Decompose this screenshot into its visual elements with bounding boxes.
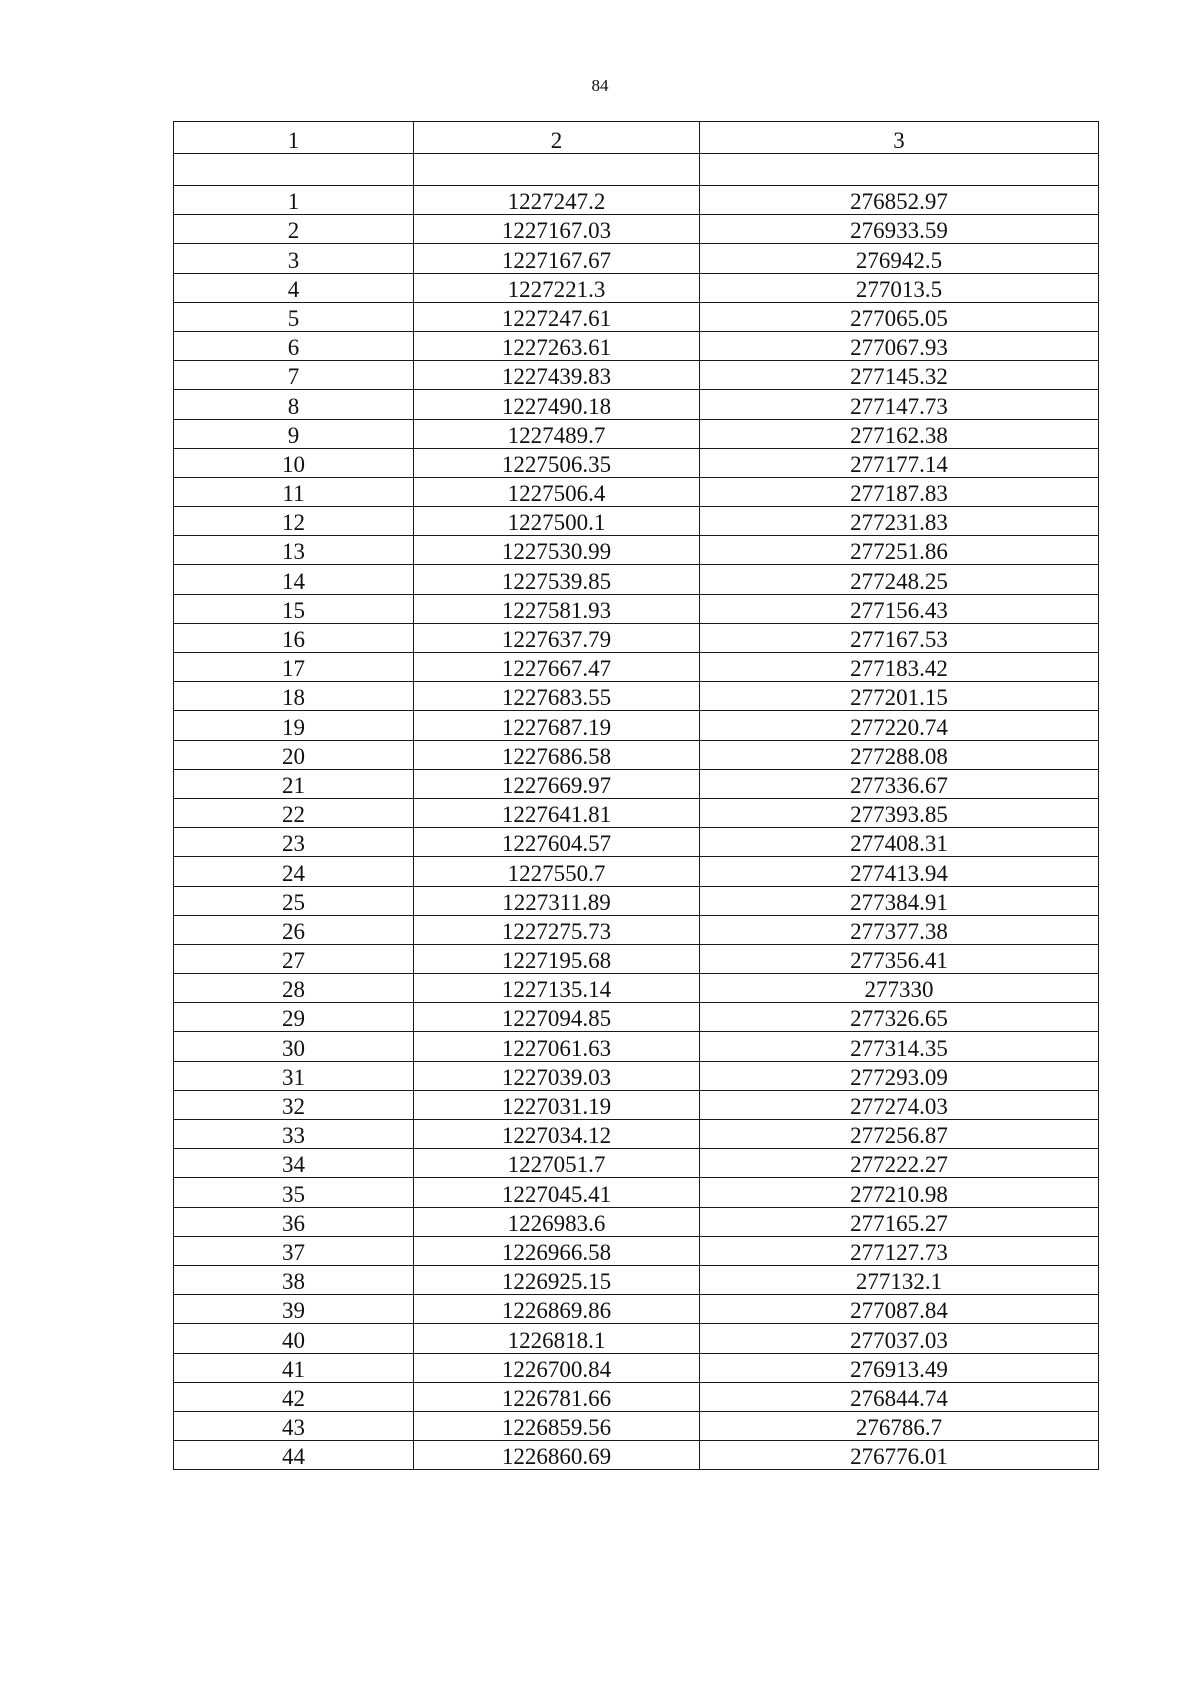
table-row xyxy=(174,244,1099,273)
table-row xyxy=(174,448,1099,477)
point-number-cell: 14 xyxy=(174,565,414,594)
coordinates-table-body xyxy=(174,122,1099,1470)
y-coordinate-cell: 277067.93 xyxy=(700,331,1099,360)
table-row xyxy=(174,974,1099,1003)
x-coordinate-cell: 1227489.7 xyxy=(414,419,700,448)
table-header-row xyxy=(174,122,1099,154)
table-row xyxy=(174,828,1099,857)
y-coordinate-cell: 277187.83 xyxy=(700,477,1099,506)
table-row xyxy=(174,1061,1099,1090)
x-coordinate-cell: 1227581.93 xyxy=(414,594,700,623)
x-coordinate-cell: 1227094.85 xyxy=(414,1003,700,1032)
x-coordinate-cell: 1227687.19 xyxy=(414,711,700,740)
table-row xyxy=(174,273,1099,302)
point-number-cell: 1 xyxy=(174,186,414,215)
x-coordinate-cell: 1227221.3 xyxy=(414,273,700,302)
x-coordinate-cell: 1227039.03 xyxy=(414,1061,700,1090)
point-number-cell: 31 xyxy=(174,1061,414,1090)
y-coordinate-cell: 277288.08 xyxy=(700,740,1099,769)
table-row xyxy=(174,857,1099,886)
blank-cell xyxy=(700,154,1099,186)
point-number-cell: 30 xyxy=(174,1032,414,1061)
point-number-cell: 11 xyxy=(174,477,414,506)
table-row xyxy=(174,944,1099,973)
point-number-cell: 9 xyxy=(174,419,414,448)
y-coordinate-cell: 277127.73 xyxy=(700,1236,1099,1265)
y-coordinate-cell: 276933.59 xyxy=(700,215,1099,244)
point-number-cell: 39 xyxy=(174,1295,414,1324)
x-coordinate-cell: 1227506.4 xyxy=(414,477,700,506)
table-row xyxy=(174,390,1099,419)
y-coordinate-cell: 276913.49 xyxy=(700,1353,1099,1382)
table-row xyxy=(174,798,1099,827)
x-coordinate-cell: 1227263.61 xyxy=(414,331,700,360)
y-coordinate-cell: 277210.98 xyxy=(700,1178,1099,1207)
point-number-cell: 7 xyxy=(174,361,414,390)
y-coordinate-cell: 277293.09 xyxy=(700,1061,1099,1090)
y-coordinate-cell: 277162.38 xyxy=(700,419,1099,448)
x-coordinate-cell: 1227034.12 xyxy=(414,1120,700,1149)
y-coordinate-cell: 277156.43 xyxy=(700,594,1099,623)
x-coordinate-cell: 1227311.89 xyxy=(414,886,700,915)
table-row xyxy=(174,1149,1099,1178)
table-row xyxy=(174,653,1099,682)
x-coordinate-cell: 1226860.69 xyxy=(414,1441,700,1470)
point-number-cell: 41 xyxy=(174,1353,414,1382)
y-coordinate-cell: 277256.87 xyxy=(700,1120,1099,1149)
x-coordinate-cell: 1227031.19 xyxy=(414,1090,700,1119)
y-coordinate-cell: 277147.73 xyxy=(700,390,1099,419)
y-coordinate-cell: 277177.14 xyxy=(700,448,1099,477)
x-coordinate-cell: 1227530.99 xyxy=(414,536,700,565)
x-coordinate-cell: 1227550.7 xyxy=(414,857,700,886)
table-row xyxy=(174,565,1099,594)
table-row xyxy=(174,507,1099,536)
coordinates-table xyxy=(173,121,1099,1470)
y-coordinate-cell: 277326.65 xyxy=(700,1003,1099,1032)
x-coordinate-cell: 1227439.83 xyxy=(414,361,700,390)
y-coordinate-cell: 277087.84 xyxy=(700,1295,1099,1324)
table-row xyxy=(174,1295,1099,1324)
page-number: 84 xyxy=(591,76,609,95)
point-number-cell: 38 xyxy=(174,1265,414,1294)
table-row xyxy=(174,302,1099,331)
y-coordinate-cell: 277336.67 xyxy=(700,769,1099,798)
x-coordinate-cell: 1227686.58 xyxy=(414,740,700,769)
x-coordinate-cell: 1227637.79 xyxy=(414,623,700,652)
table-row xyxy=(174,1236,1099,1265)
table-row xyxy=(174,186,1099,215)
y-coordinate-cell: 277408.31 xyxy=(700,828,1099,857)
y-coordinate-cell: 276786.7 xyxy=(700,1411,1099,1440)
point-number-cell: 19 xyxy=(174,711,414,740)
table-row xyxy=(174,915,1099,944)
table-blank-row xyxy=(174,154,1099,186)
x-coordinate-cell: 1227604.57 xyxy=(414,828,700,857)
x-coordinate-cell: 1227135.14 xyxy=(414,974,700,1003)
y-coordinate-cell: 277201.15 xyxy=(700,682,1099,711)
y-coordinate-cell: 277356.41 xyxy=(700,944,1099,973)
y-coordinate-cell: 277330 xyxy=(700,974,1099,1003)
x-coordinate-cell: 1226700.84 xyxy=(414,1353,700,1382)
y-coordinate-cell: 277314.35 xyxy=(700,1032,1099,1061)
point-number-cell: 17 xyxy=(174,653,414,682)
point-number-cell: 21 xyxy=(174,769,414,798)
point-number-cell: 12 xyxy=(174,507,414,536)
table-row xyxy=(174,711,1099,740)
y-coordinate-cell: 277222.27 xyxy=(700,1149,1099,1178)
x-coordinate-cell: 1227500.1 xyxy=(414,507,700,536)
point-number-cell: 35 xyxy=(174,1178,414,1207)
x-coordinate-cell: 1227195.68 xyxy=(414,944,700,973)
y-coordinate-cell: 277231.83 xyxy=(700,507,1099,536)
x-coordinate-cell: 1227539.85 xyxy=(414,565,700,594)
point-number-cell: 23 xyxy=(174,828,414,857)
point-number-cell: 16 xyxy=(174,623,414,652)
y-coordinate-cell: 277167.53 xyxy=(700,623,1099,652)
table-row xyxy=(174,1353,1099,1382)
point-number-cell: 4 xyxy=(174,273,414,302)
x-coordinate-cell: 1227275.73 xyxy=(414,915,700,944)
table-row xyxy=(174,419,1099,448)
point-number-cell: 10 xyxy=(174,448,414,477)
table-row xyxy=(174,623,1099,652)
point-number-cell: 3 xyxy=(174,244,414,273)
point-number-cell: 13 xyxy=(174,536,414,565)
y-coordinate-cell: 277037.03 xyxy=(700,1324,1099,1353)
table-row xyxy=(174,1411,1099,1440)
table-row xyxy=(174,477,1099,506)
x-coordinate-cell: 1226859.56 xyxy=(414,1411,700,1440)
x-coordinate-cell: 1227051.7 xyxy=(414,1149,700,1178)
y-coordinate-cell: 277377.38 xyxy=(700,915,1099,944)
table-row xyxy=(174,740,1099,769)
x-coordinate-cell: 1227247.61 xyxy=(414,302,700,331)
table-row xyxy=(174,594,1099,623)
x-coordinate-cell: 1227641.81 xyxy=(414,798,700,827)
x-coordinate-cell: 1226781.66 xyxy=(414,1382,700,1411)
table-row xyxy=(174,1178,1099,1207)
x-coordinate-cell: 1226818.1 xyxy=(414,1324,700,1353)
y-coordinate-cell: 277145.32 xyxy=(700,361,1099,390)
y-coordinate-cell: 277248.25 xyxy=(700,565,1099,594)
table-row xyxy=(174,1003,1099,1032)
table-row xyxy=(174,1032,1099,1061)
table-row xyxy=(174,1265,1099,1294)
point-number-cell: 28 xyxy=(174,974,414,1003)
y-coordinate-cell: 276776.01 xyxy=(700,1441,1099,1470)
x-coordinate-cell: 1227045.41 xyxy=(414,1178,700,1207)
point-number-cell: 42 xyxy=(174,1382,414,1411)
y-coordinate-cell: 277065.05 xyxy=(700,302,1099,331)
table-row xyxy=(174,331,1099,360)
column-header-1: 1 xyxy=(174,122,414,154)
x-coordinate-cell: 1227247.2 xyxy=(414,186,700,215)
table-row xyxy=(174,1324,1099,1353)
y-coordinate-cell: 277413.94 xyxy=(700,857,1099,886)
point-number-cell: 15 xyxy=(174,594,414,623)
table-row xyxy=(174,1441,1099,1470)
point-number-cell: 37 xyxy=(174,1236,414,1265)
point-number-cell: 29 xyxy=(174,1003,414,1032)
y-coordinate-cell: 276844.74 xyxy=(700,1382,1099,1411)
blank-cell xyxy=(414,154,700,186)
point-number-cell: 27 xyxy=(174,944,414,973)
point-number-cell: 25 xyxy=(174,886,414,915)
point-number-cell: 5 xyxy=(174,302,414,331)
table-row xyxy=(174,361,1099,390)
point-number-cell: 22 xyxy=(174,798,414,827)
table-row xyxy=(174,769,1099,798)
x-coordinate-cell: 1227167.03 xyxy=(414,215,700,244)
column-header-2: 2 xyxy=(414,122,700,154)
point-number-cell: 6 xyxy=(174,331,414,360)
point-number-cell: 20 xyxy=(174,740,414,769)
point-number-cell: 8 xyxy=(174,390,414,419)
y-coordinate-cell: 277165.27 xyxy=(700,1207,1099,1236)
table-row xyxy=(174,215,1099,244)
point-number-cell: 26 xyxy=(174,915,414,944)
y-coordinate-cell: 276942.5 xyxy=(700,244,1099,273)
y-coordinate-cell: 277393.85 xyxy=(700,798,1099,827)
y-coordinate-cell: 277384.91 xyxy=(700,886,1099,915)
table-row xyxy=(174,1090,1099,1119)
table-row xyxy=(174,1120,1099,1149)
column-header-3: 3 xyxy=(700,122,1099,154)
point-number-cell: 32 xyxy=(174,1090,414,1119)
x-coordinate-cell: 1227061.63 xyxy=(414,1032,700,1061)
x-coordinate-cell: 1226983.6 xyxy=(414,1207,700,1236)
table-row xyxy=(174,536,1099,565)
point-number-cell: 36 xyxy=(174,1207,414,1236)
point-number-cell: 34 xyxy=(174,1149,414,1178)
point-number-cell: 44 xyxy=(174,1441,414,1470)
x-coordinate-cell: 1226966.58 xyxy=(414,1236,700,1265)
x-coordinate-cell: 1227669.97 xyxy=(414,769,700,798)
table-row xyxy=(174,1207,1099,1236)
point-number-cell: 33 xyxy=(174,1120,414,1149)
table-row xyxy=(174,682,1099,711)
blank-cell xyxy=(174,154,414,186)
table-row xyxy=(174,886,1099,915)
y-coordinate-cell: 277251.86 xyxy=(700,536,1099,565)
x-coordinate-cell: 1227506.35 xyxy=(414,448,700,477)
y-coordinate-cell: 277220.74 xyxy=(700,711,1099,740)
point-number-cell: 18 xyxy=(174,682,414,711)
y-coordinate-cell: 277274.03 xyxy=(700,1090,1099,1119)
point-number-cell: 43 xyxy=(174,1411,414,1440)
y-coordinate-cell: 277013.5 xyxy=(700,273,1099,302)
point-number-cell: 2 xyxy=(174,215,414,244)
x-coordinate-cell: 1227683.55 xyxy=(414,682,700,711)
x-coordinate-cell: 1227167.67 xyxy=(414,244,700,273)
y-coordinate-cell: 277132.1 xyxy=(700,1265,1099,1294)
x-coordinate-cell: 1227490.18 xyxy=(414,390,700,419)
x-coordinate-cell: 1226869.86 xyxy=(414,1295,700,1324)
y-coordinate-cell: 276852.97 xyxy=(700,186,1099,215)
x-coordinate-cell: 1226925.15 xyxy=(414,1265,700,1294)
y-coordinate-cell: 277183.42 xyxy=(700,653,1099,682)
point-number-cell: 24 xyxy=(174,857,414,886)
table-row xyxy=(174,1382,1099,1411)
x-coordinate-cell: 1227667.47 xyxy=(414,653,700,682)
point-number-cell: 40 xyxy=(174,1324,414,1353)
